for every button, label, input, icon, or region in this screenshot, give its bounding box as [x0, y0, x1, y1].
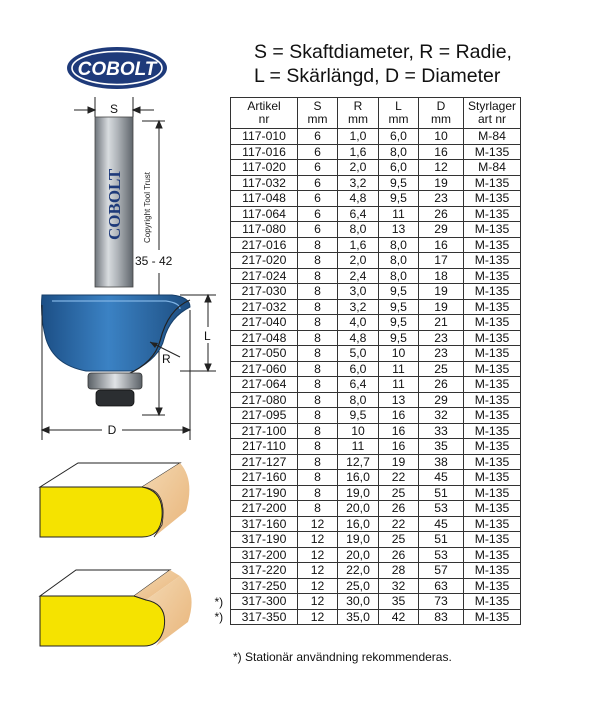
- table-cell: 117-032: [231, 175, 298, 191]
- table-cell: 16: [419, 144, 464, 160]
- table-cell: M-135: [464, 299, 521, 315]
- table-cell: 9,5: [379, 299, 419, 315]
- table-cell: 8: [298, 299, 338, 315]
- table-cell: 8: [298, 346, 338, 362]
- table-cell: 12: [298, 594, 338, 610]
- table-cell: 3,2: [338, 175, 379, 191]
- table-row: [231, 330, 521, 346]
- table-cell: M-84: [464, 129, 521, 145]
- table-cell: 2,0: [338, 160, 379, 176]
- table-cell: 8: [298, 284, 338, 300]
- cobolt-logo: [66, 46, 168, 90]
- table-cell: 38: [419, 454, 464, 470]
- table-cell: 51: [419, 532, 464, 548]
- table-cell: 217-064: [231, 377, 298, 393]
- table-cell: 33: [419, 423, 464, 439]
- table-cell: M-135: [464, 206, 521, 222]
- table-cell: 11: [379, 377, 419, 393]
- table-cell: 9,5: [379, 315, 419, 331]
- table-cell: 16: [419, 237, 464, 253]
- table-cell: 25: [379, 532, 419, 548]
- router-bit-diagram: [30, 95, 230, 440]
- table-cell: 217-020: [231, 253, 298, 269]
- table-cell: 26: [379, 547, 419, 563]
- table-cell: 9,5: [379, 175, 419, 191]
- table-cell: 4,8: [338, 191, 379, 207]
- table-cell: 45: [419, 470, 464, 486]
- table-cell: 10: [379, 346, 419, 362]
- table-cell: 25,0: [338, 578, 379, 594]
- table-cell: M-135: [464, 315, 521, 331]
- footnote: *) Stationär användning rekommenderas.: [233, 650, 452, 664]
- table-cell: 217-030: [231, 284, 298, 300]
- table-cell: 51: [419, 485, 464, 501]
- table-cell: 2,0: [338, 253, 379, 269]
- table-cell: 217-095: [231, 408, 298, 424]
- table-cell: 117-064: [231, 206, 298, 222]
- table-cell: 8,0: [379, 144, 419, 160]
- table-row: [231, 346, 521, 362]
- table-cell: 13: [379, 222, 419, 238]
- table-row: [231, 129, 521, 145]
- table-cell: 11: [379, 361, 419, 377]
- table-cell: 12: [298, 609, 338, 625]
- table-cell: 19,0: [338, 485, 379, 501]
- legend-line-1: S = Skaftdiameter, R = Radie,: [254, 41, 512, 63]
- table-cell: 73: [419, 594, 464, 610]
- profile-illustration-rabbet-round: [30, 562, 200, 662]
- table-cell: 317-250: [231, 578, 298, 594]
- table-cell: 26: [419, 377, 464, 393]
- table-cell: 30,0: [338, 594, 379, 610]
- table-cell: 53: [419, 501, 464, 517]
- dimension-length: [142, 121, 165, 415]
- table-row: [231, 160, 521, 176]
- table-cell: 217-016: [231, 237, 298, 253]
- table-cell: 8: [298, 485, 338, 501]
- table-cell: M-135: [464, 532, 521, 548]
- table-cell: M-135: [464, 501, 521, 517]
- table-cell: M-135: [464, 392, 521, 408]
- table-cell: 317-300: [231, 594, 298, 610]
- table-cell: M-135: [464, 268, 521, 284]
- table-cell: 42: [379, 609, 419, 625]
- table-row: [231, 501, 521, 517]
- table-cell: M-135: [464, 547, 521, 563]
- table-row: [231, 485, 521, 501]
- table-cell: 63: [419, 578, 464, 594]
- table-cell: 19: [419, 284, 464, 300]
- table-cell: M-135: [464, 609, 521, 625]
- table-cell: 6,0: [379, 129, 419, 145]
- table-row: [231, 578, 521, 594]
- table-row: [231, 222, 521, 238]
- table-cell: 11: [338, 439, 379, 455]
- table-cell: 6: [298, 206, 338, 222]
- table-row: [231, 253, 521, 269]
- table-row: [231, 454, 521, 470]
- label-d: D: [107, 423, 117, 437]
- table-cell: 8: [298, 408, 338, 424]
- table-cell: 11: [379, 206, 419, 222]
- table-row: [231, 470, 521, 486]
- table-cell: 8,0: [379, 268, 419, 284]
- table-cell: 9,5: [338, 408, 379, 424]
- table-cell: 12: [298, 563, 338, 579]
- table-cell: 16,0: [338, 470, 379, 486]
- table-cell: M-135: [464, 361, 521, 377]
- table-cell: 19,0: [338, 532, 379, 548]
- table-cell: 12,7: [338, 454, 379, 470]
- table-cell: 16,0: [338, 516, 379, 532]
- table-cell: 217-110: [231, 439, 298, 455]
- row-mark: *): [214, 594, 224, 609]
- legend-heading: [254, 40, 512, 88]
- table-cell: 8: [298, 470, 338, 486]
- table-row: [231, 299, 521, 315]
- table-cell: 19: [419, 175, 464, 191]
- table-cell: 217-050: [231, 346, 298, 362]
- table-cell: 8,0: [379, 253, 419, 269]
- table-cell: 10: [338, 423, 379, 439]
- table-cell: M-135: [464, 485, 521, 501]
- table-cell: 317-350: [231, 609, 298, 625]
- table-cell: M-135: [464, 408, 521, 424]
- table-cell: 8: [298, 423, 338, 439]
- table-cell: 8: [298, 439, 338, 455]
- bearing: [88, 373, 142, 389]
- table-cell: M-135: [464, 222, 521, 238]
- copyright-text: Copyright Tool Trust: [143, 172, 152, 243]
- table-cell: M-135: [464, 516, 521, 532]
- table-cell: 6: [298, 160, 338, 176]
- label-length: 35 - 42: [135, 254, 173, 268]
- table-cell: 22: [379, 470, 419, 486]
- table-cell: 29: [419, 222, 464, 238]
- table-cell: 23: [419, 191, 464, 207]
- table-cell: 217-190: [231, 485, 298, 501]
- table-cell: 6,4: [338, 377, 379, 393]
- table-row: [231, 377, 521, 393]
- table-row: [231, 284, 521, 300]
- row-mark: *): [214, 610, 224, 624]
- table-cell: 8: [298, 268, 338, 284]
- table-cell: 1,6: [338, 237, 379, 253]
- table-cell: 4,8: [338, 330, 379, 346]
- table-cell: 35,0: [338, 609, 379, 625]
- table-cell: 83: [419, 609, 464, 625]
- table-cell: 117-048: [231, 191, 298, 207]
- table-cell: M-135: [464, 439, 521, 455]
- spec-table: [230, 97, 521, 625]
- table-cell: 28: [379, 563, 419, 579]
- table-row: [231, 609, 521, 625]
- table-cell: 32: [419, 408, 464, 424]
- table-cell: 317-220: [231, 563, 298, 579]
- table-cell: 2,4: [338, 268, 379, 284]
- table-cell: 217-024: [231, 268, 298, 284]
- table-cell: 22: [379, 516, 419, 532]
- table-cell: M-135: [464, 454, 521, 470]
- table-cell: M-135: [464, 237, 521, 253]
- table-row: [231, 191, 521, 207]
- table-row: [231, 144, 521, 160]
- label-s: S: [109, 102, 119, 116]
- table-row: [231, 439, 521, 455]
- table-cell: 20,0: [338, 501, 379, 517]
- shank-brand-text: COBOLT: [105, 168, 124, 240]
- table-cell: 29: [419, 392, 464, 408]
- table-row: [231, 563, 521, 579]
- logo-text: COBOLT: [77, 59, 157, 80]
- table-row: [231, 516, 521, 532]
- table-cell: 317-200: [231, 547, 298, 563]
- table-cell: 9,5: [379, 284, 419, 300]
- label-r: R: [162, 352, 171, 366]
- table-cell: 6: [298, 191, 338, 207]
- table-cell: 117-010: [231, 129, 298, 145]
- table-cell: M-135: [464, 470, 521, 486]
- table-cell: M-135: [464, 175, 521, 191]
- table-cell: 8,0: [379, 237, 419, 253]
- table-cell: M-135: [464, 253, 521, 269]
- table-cell: 3,0: [338, 284, 379, 300]
- table-cell: M-84: [464, 160, 521, 176]
- table-cell: 9,5: [379, 330, 419, 346]
- table-cell: 13: [379, 392, 419, 408]
- table-cell: 217-048: [231, 330, 298, 346]
- table-row: [231, 594, 521, 610]
- table-cell: 1,0: [338, 129, 379, 145]
- table-cell: 217-060: [231, 361, 298, 377]
- table-cell: 21: [419, 315, 464, 331]
- table-cell: 6: [298, 222, 338, 238]
- table-cell: 16: [379, 439, 419, 455]
- table-cell: 8: [298, 392, 338, 408]
- table-row: [231, 547, 521, 563]
- table-cell: 12: [298, 578, 338, 594]
- table-cell: 23: [419, 346, 464, 362]
- table-cell: M-135: [464, 377, 521, 393]
- header-l: L mm: [379, 98, 419, 129]
- table-cell: 8: [298, 454, 338, 470]
- table-cell: 19: [379, 454, 419, 470]
- table-cell: 8,0: [338, 392, 379, 408]
- table-cell: 26: [379, 501, 419, 517]
- table-cell: 117-080: [231, 222, 298, 238]
- table-cell: 1,6: [338, 144, 379, 160]
- table-cell: M-135: [464, 144, 521, 160]
- table-cell: 8: [298, 253, 338, 269]
- table-cell: 8: [298, 361, 338, 377]
- table-cell: 9,5: [379, 191, 419, 207]
- table-cell: 25: [419, 361, 464, 377]
- header-styrlager: Styrlager art nr: [464, 98, 521, 129]
- table-cell: 8,0: [338, 222, 379, 238]
- table-cell: 217-080: [231, 392, 298, 408]
- table-cell: M-135: [464, 330, 521, 346]
- table-cell: 20,0: [338, 547, 379, 563]
- table-cell: 17: [419, 253, 464, 269]
- table-row: [231, 392, 521, 408]
- table-row: [231, 175, 521, 191]
- table-cell: M-135: [464, 594, 521, 610]
- table-cell: 217-160: [231, 470, 298, 486]
- table-row: [231, 237, 521, 253]
- table-cell: 8: [298, 377, 338, 393]
- table-cell: 35: [419, 439, 464, 455]
- table-cell: M-135: [464, 578, 521, 594]
- table-cell: 3,2: [338, 299, 379, 315]
- table-cell: 217-200: [231, 501, 298, 517]
- table-cell: 57: [419, 563, 464, 579]
- table-row: [231, 315, 521, 331]
- table-cell: M-135: [464, 191, 521, 207]
- table-cell: 22,0: [338, 563, 379, 579]
- table-cell: 4,0: [338, 315, 379, 331]
- header-d: D mm: [419, 98, 464, 129]
- table-cell: 8: [298, 315, 338, 331]
- table-cell: 19: [419, 299, 464, 315]
- table-cell: 217-127: [231, 454, 298, 470]
- bearing-nut: [96, 390, 134, 406]
- table-cell: 217-100: [231, 423, 298, 439]
- table-cell: 217-032: [231, 299, 298, 315]
- table-cell: 6: [298, 175, 338, 191]
- table-cell: 6,0: [338, 361, 379, 377]
- table-cell: 117-016: [231, 144, 298, 160]
- table-cell: 45: [419, 516, 464, 532]
- header-s: S mm: [298, 98, 338, 129]
- table-cell: 12: [298, 547, 338, 563]
- legend-line-2: L = Skärlängd, D = Diameter: [254, 65, 501, 87]
- table-row: [231, 268, 521, 284]
- table-cell: 117-020: [231, 160, 298, 176]
- table-cell: M-135: [464, 423, 521, 439]
- table-header-row: [231, 98, 521, 129]
- table-cell: 12: [419, 160, 464, 176]
- label-l: L: [204, 329, 211, 343]
- table-cell: 53: [419, 547, 464, 563]
- table-cell: M-135: [464, 284, 521, 300]
- table-row: [231, 423, 521, 439]
- table-cell: M-135: [464, 346, 521, 362]
- table-cell: 25: [379, 485, 419, 501]
- table-cell: 317-190: [231, 532, 298, 548]
- table-cell: 10: [419, 129, 464, 145]
- header-artikel: Artikel nr: [231, 98, 298, 129]
- table-cell: 16: [379, 408, 419, 424]
- header-r: R mm: [338, 98, 379, 129]
- table-cell: 12: [298, 516, 338, 532]
- table-row: [231, 408, 521, 424]
- table-cell: 16: [379, 423, 419, 439]
- table-cell: 8: [298, 501, 338, 517]
- table-cell: 23: [419, 330, 464, 346]
- table-cell: 6,0: [379, 160, 419, 176]
- table-cell: 12: [298, 532, 338, 548]
- table-cell: 217-040: [231, 315, 298, 331]
- table-cell: 317-160: [231, 516, 298, 532]
- table-cell: 6: [298, 144, 338, 160]
- table-cell: 26: [419, 206, 464, 222]
- table-cell: 35: [379, 594, 419, 610]
- table-cell: 6,4: [338, 206, 379, 222]
- table-cell: M-135: [464, 563, 521, 579]
- table-cell: 8: [298, 237, 338, 253]
- profile-illustration-rounded: [30, 455, 200, 555]
- table-cell: 8: [298, 330, 338, 346]
- table-row: [231, 361, 521, 377]
- table-cell: 18: [419, 268, 464, 284]
- table-cell: 5,0: [338, 346, 379, 362]
- table-cell: 32: [379, 578, 419, 594]
- table-cell: 6: [298, 129, 338, 145]
- table-row: [231, 206, 521, 222]
- table-row: [231, 532, 521, 548]
